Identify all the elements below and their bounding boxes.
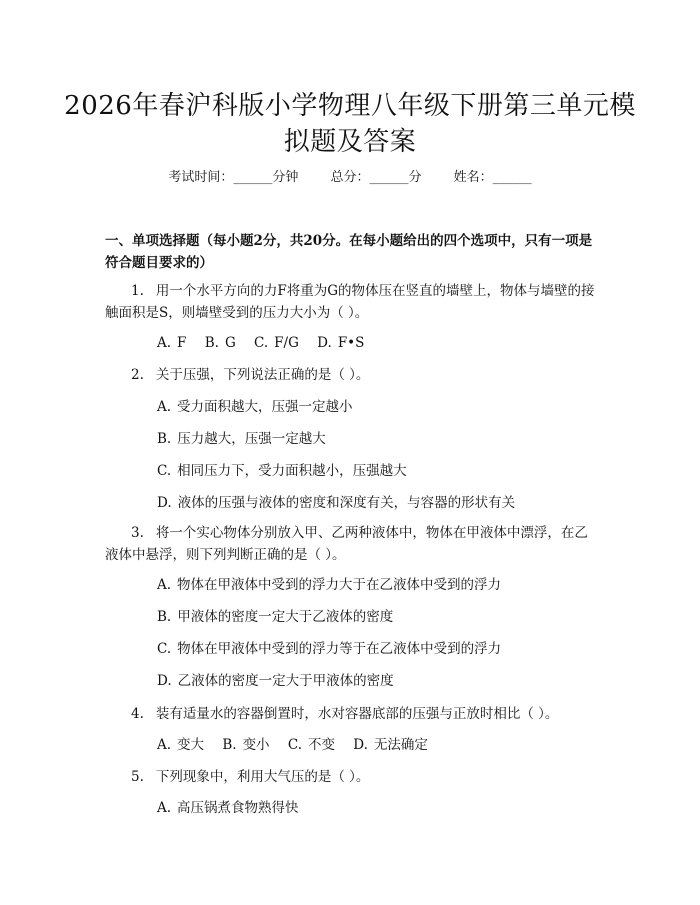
option-d: D. 乙液体的密度一定大于甲液体的密度 [157, 673, 394, 689]
option-c: C. F/G [254, 335, 299, 351]
option-c: C. 物体在甲液体中受到的浮力等于在乙液体中受到的浮力 [157, 641, 502, 657]
option-d: D. 液体的压强与液体的密度和深度有关，与容器的形状有关 [157, 495, 516, 511]
student-name: 姓名：______ [453, 170, 532, 185]
page-title: 2026年春沪科版小学物理八年级下册第三单元模拟题及答案 [64, 91, 636, 157]
question-2 [105, 364, 600, 386]
options-4 [157, 735, 607, 755]
option-c: C. 相同压力下，受力面积越小，压强越大 [157, 463, 407, 479]
question-text: 将一个实心物体分别放入甲、乙两种液体中，物体在甲液体中漂浮，在乙液体中悬浮，则下列判断正确的是（ ）。 [105, 525, 588, 563]
option-a: A. F [157, 335, 187, 351]
option-b: B. 变小 [222, 737, 270, 753]
question-3 [105, 522, 600, 566]
option-a: A. 高压锅煮食物熟得快 [157, 800, 299, 816]
question-text: 装有适量水的容器倒置时，水对容器底部的压强与正放时相比（ ）。 [155, 706, 559, 722]
option-a: A. 变大 [157, 737, 205, 753]
question-number: 1. [131, 283, 144, 299]
question-5 [105, 766, 600, 788]
option-d: D. 无法确定 [353, 737, 428, 753]
option-b: B. 压力越大，压强一定越大 [157, 431, 326, 447]
option-d: D. F•S [317, 335, 365, 351]
question-text: 下列现象中，利用大气压的是（ ）。 [155, 769, 370, 785]
question-number: 4. [131, 706, 144, 722]
option-a: A. 受力面积越大，压强一定越小 [157, 399, 353, 415]
exam-info [0, 168, 700, 188]
option-b: B. G [204, 335, 236, 351]
option-a: A. 物体在甲液体中受到的浮力大于在乙液体中受到的浮力 [157, 577, 502, 593]
section-heading: 一、单项选择题（每小题2分，共20分。在每小题给出的四个选项中，只有一项是符合题目要求的） [105, 233, 593, 271]
option-b: B. 甲液体的密度一定大于乙液体的密度 [157, 609, 394, 625]
question-1 [105, 280, 600, 324]
question-number: 3. [131, 525, 144, 541]
question-text: 用一个水平方向的力F将重为G的物体压在竖直的墙壁上，物体与墙壁的接触面积是S，则墙壁受到的压力大小为（ ）。 [105, 283, 595, 321]
option-c: C. 不变 [287, 737, 335, 753]
options-1 [157, 333, 607, 353]
question-number: 2. [131, 367, 144, 383]
question-4 [105, 703, 600, 725]
total-score: 总分：______分 [330, 170, 422, 185]
question-number: 5. [131, 769, 144, 785]
question-text: 关于压强，下列说法正确的是（ ）。 [155, 367, 370, 383]
exam-time: 考试时间：______分钟 [168, 170, 299, 185]
